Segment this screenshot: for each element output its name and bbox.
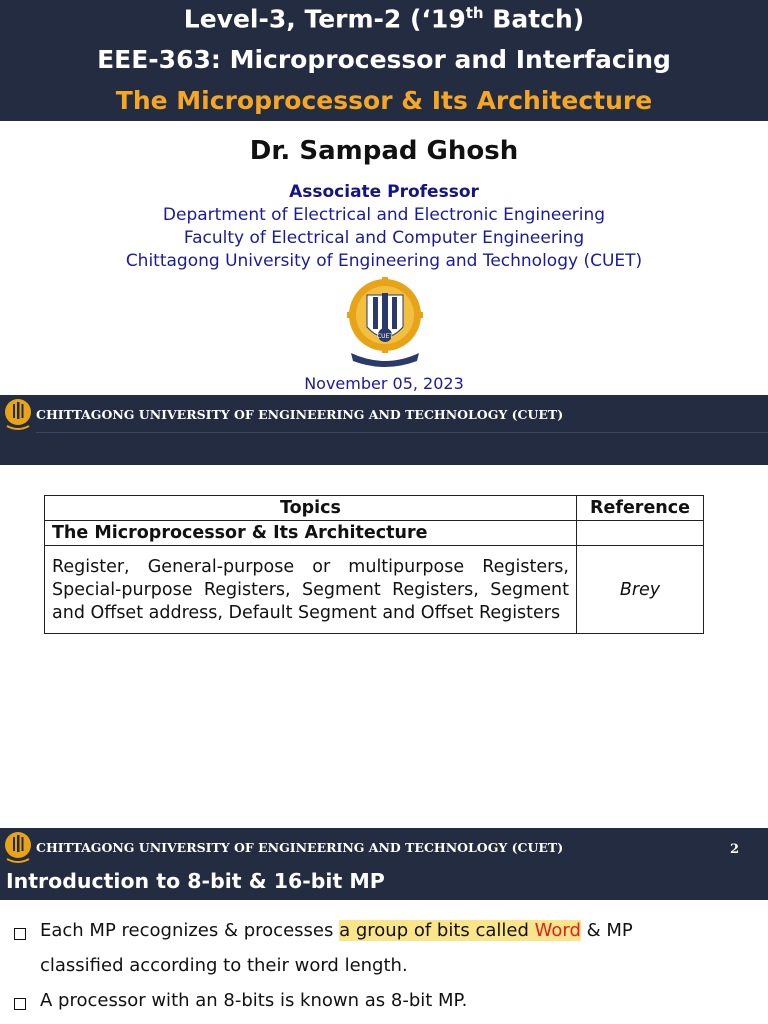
highlighted-phrase: a group of bits called Word xyxy=(339,920,581,941)
cuet-logo-icon xyxy=(345,277,425,369)
checkbox-bullet-icon xyxy=(14,994,38,1015)
bullet-1-text: Each MP recognizes & processes a group of bits called Word & MP xyxy=(40,920,633,941)
faculty: Faculty of Electrical and Computer Engineering xyxy=(183,228,585,248)
reference-header: Reference xyxy=(577,496,704,521)
designation: Associate Professor xyxy=(289,182,479,202)
table-row xyxy=(45,546,704,634)
checkbox-bullet-icon xyxy=(14,924,38,945)
presentation-date: November 05, 2023 xyxy=(304,374,464,393)
topic-details-cell: Register, General-purpose or multipurpose Registers, Special-purpose Registers, Segment Registers, Segment and Offset address, Default Segment and Offset Registers xyxy=(45,546,577,634)
slide3-title: Introduction to 8-bit & 16-bit MP xyxy=(6,869,385,893)
reference-cell: Brey xyxy=(577,546,704,634)
course-title: EEE-363: Microprocessor and Interfacing xyxy=(97,45,671,74)
cuet-mini-logo-icon xyxy=(3,829,33,865)
table-row xyxy=(45,521,704,546)
university-header-name: CHITTAGONG UNIVERSITY OF ENGINEERING AND TECHNOLOGY (CUET) xyxy=(36,840,564,855)
level-term-title: Level-3, Term-2 (‘19th Batch) xyxy=(183,4,585,34)
bullet-1-line2: classified according to their word length. xyxy=(40,955,408,976)
topics-header: Topics xyxy=(45,496,577,521)
bullet-2-text: A processor with an 8-bits is known as 8-bit MP. xyxy=(40,990,468,1011)
cuet-mini-logo-icon xyxy=(3,396,33,432)
university: Chittagong University of Engineering and Technology (CUET) xyxy=(125,251,643,271)
topic-title: The Microprocessor & Its Architecture xyxy=(115,86,653,115)
footer-divider xyxy=(36,432,768,433)
empty-reference-cell xyxy=(577,521,704,546)
title-band xyxy=(0,0,768,121)
topic-heading-cell: The Microprocessor & Its Architecture xyxy=(45,521,577,546)
svg-text:CUET: CUET xyxy=(376,333,394,340)
author-name: Dr. Sampad Ghosh xyxy=(249,136,519,166)
university-footer-name: CHITTAGONG UNIVERSITY OF ENGINEERING AND TECHNOLOGY (CUET) xyxy=(36,407,564,422)
table-header-row xyxy=(45,496,704,521)
topics-table xyxy=(44,495,704,634)
slide1-footer-band xyxy=(0,395,768,465)
page-number: 2 xyxy=(730,842,740,857)
department: Department of Electrical and Electronic Engineering xyxy=(162,205,606,225)
